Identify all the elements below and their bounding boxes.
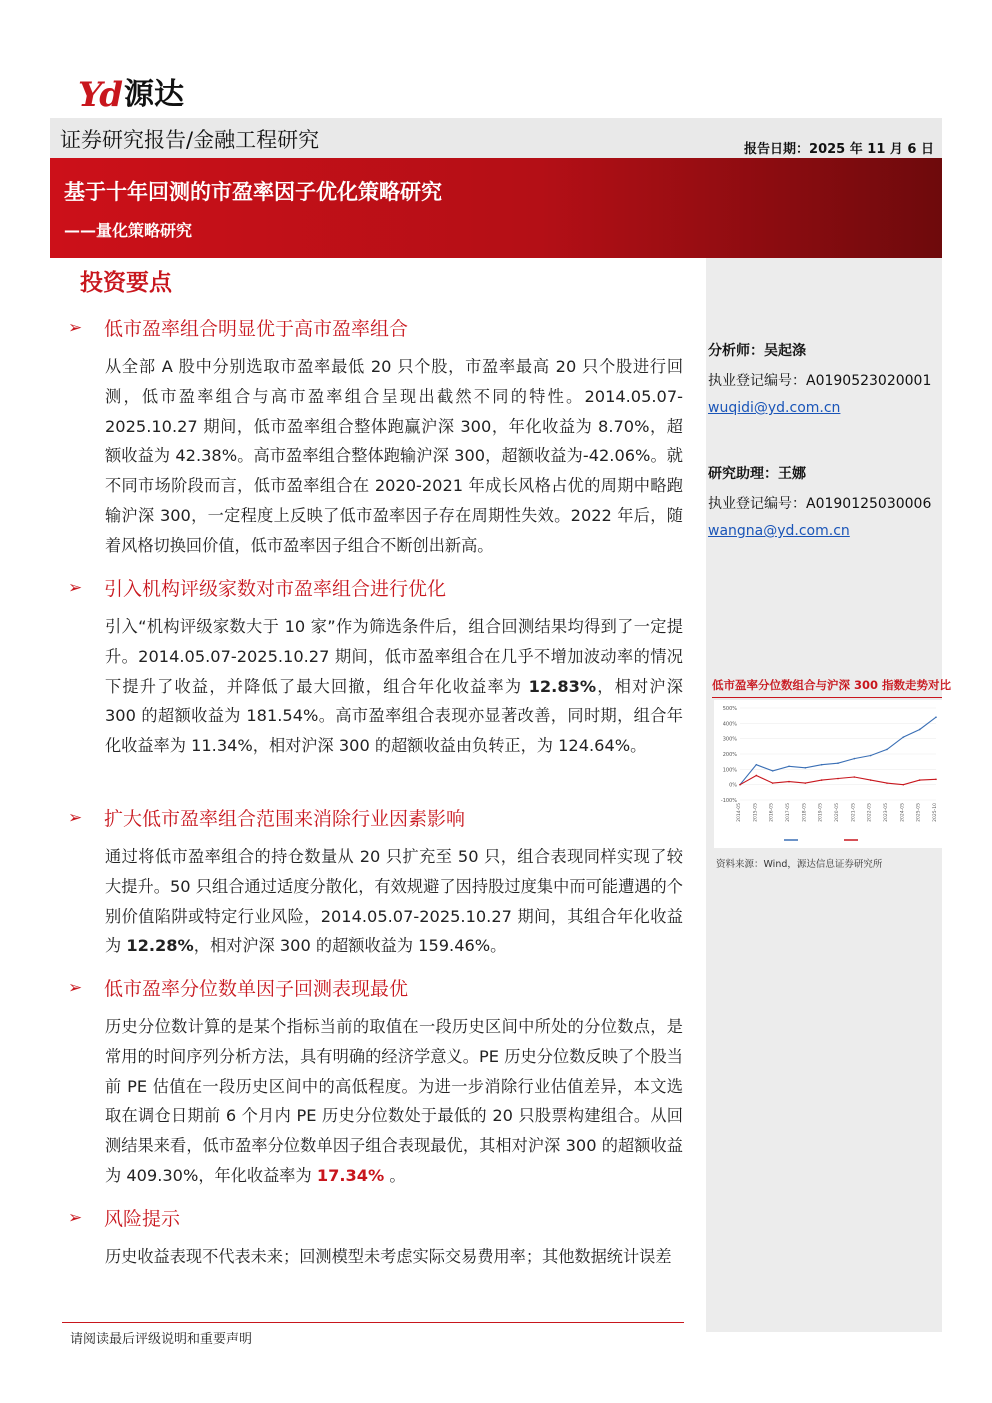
assistant-name: 研究助理：王娜 — [708, 466, 806, 482]
highlight-value: 12.83% — [528, 676, 597, 696]
data-point — [837, 762, 839, 764]
section-paragraph-5: 历史收益表现不代表未来；回测模型未考虑实际交易费用率；其他数据统计误差 — [105, 1247, 672, 1266]
paragraph-text: 历史分位数计算的是某个指标当前的取值在一段历史区间中所处的分位数点，是常用的时间序列分析方法，具有明确的经济学意义。PE 历史分位数反映了个股当前 PE 估值在一段历史区间中的高低程度。为进一步消除行业估值差异，本文选取在调仓日期前 6 个月内 PE 历史分位数处于最低的 20 只股票构建组合。从回测结果来看，低市盈率分位数单因子组合表现最优，其相对沪深 300 的超额收益为 409.30%，年化收益率为 — [105, 1017, 683, 1185]
data-point — [870, 755, 872, 757]
x-tick-label: 2022-05 — [867, 803, 873, 822]
x-tick-label: 2021-05 — [851, 803, 857, 822]
section-paragraph-1: 从全部 A 股中分别选取市盈率最低 20 只个股，市盈率最高 20 只个股进行回测，低市盈率组合与高市盈率组合呈现出截然不同的特性。2014.05.07-2025.10.27 期间，低市盈率组合整体跑赢沪深 300，年化收益为 8.70%，超额收益为 42.38%。高市盈率组合整体跑输沪深 300，超额收益为-42.06%。就不同市场阶段而言，低市盈率组合在 2020-2021 年成长风格占优的周期中略跑输沪深 300，一定程度上反映了低市盈率因子存在周期性失效。2022 年后，随着风格切换回价值，低市盈率因子组合不断创出新高。 — [105, 357, 683, 555]
data-point — [935, 716, 937, 718]
series-line — [740, 776, 936, 785]
brand-logo — [78, 76, 184, 114]
paragraph-text: ，相对沪深 300 的超额收益为 181.54%。高市盈率组合表现亦显著改善，同时期，组合年化收益率为 11.34%，相对沪深 300 的超额收益由负转正，为 124.64%。 — [105, 676, 683, 756]
data-point — [821, 764, 823, 766]
y-tick-label: 200% — [722, 752, 737, 758]
chart-svg — [714, 700, 942, 848]
data-point — [756, 775, 758, 777]
data-point — [919, 729, 921, 731]
analyst-name: 分析师：吴起涤 — [708, 343, 806, 359]
analyst-email-link[interactable]: wuqidi@yd.com.cn — [708, 400, 841, 416]
data-point — [756, 764, 758, 766]
x-tick-label: 2025-05 — [916, 803, 922, 822]
data-point — [805, 782, 807, 784]
report-subtitle: ——量化策略研究 — [64, 221, 193, 240]
y-tick-label: 100% — [722, 767, 737, 774]
x-tick-label: 2019-05 — [818, 803, 824, 822]
section-title-5: 风险提示 — [104, 1208, 181, 1230]
x-tick-label: 2024-05 — [900, 803, 906, 822]
section-title-2: 引入机构评级家数对市盈率组合进行优化 — [104, 578, 447, 600]
y-tick-label: -100% — [720, 798, 737, 804]
chart-title-rule — [712, 697, 942, 698]
report-title: 基于十年回测的市盈率因子优化策略研究 — [64, 180, 442, 204]
footer-rule — [62, 1322, 684, 1323]
y-tick-label: 0% — [729, 782, 737, 789]
data-point — [854, 776, 856, 778]
report-date: 报告日期：2025 年 11 月 6 日 — [744, 142, 934, 157]
paragraph-text: ，相对沪深 300 的超额收益为 159.46%。 — [193, 936, 507, 956]
paragraph-text: 。 — [384, 1165, 406, 1185]
data-point — [870, 779, 872, 781]
chart-source: 资料来源：Wind，源达信息证券研究所 — [716, 859, 883, 870]
data-point — [886, 782, 888, 784]
highlight-value: 12.28% — [126, 936, 194, 956]
x-tick-label: 2023-05 — [884, 803, 889, 822]
section-title-1: 低市盈率组合明显优于高市盈率组合 — [104, 318, 409, 340]
y-tick-label: 300% — [722, 736, 737, 743]
y-tick-label: 400% — [722, 721, 737, 728]
bullet-arrow-icon: ➢ — [68, 1208, 83, 1228]
data-point — [903, 784, 905, 786]
line-chart — [714, 700, 942, 848]
paragraph-text: 引入“机构评级家数大于 10 家”作为筛选条件后，组合回测结果均得到了一定提升。2014.05.07-2025.10.27 期间，低市盈率组合在几乎不增加波动率的情况下提升了收益，并降低了最大回撤，组合年化收益率为 — [105, 617, 683, 696]
analyst-reg-number: 执业登记编号：A0190523020001 — [708, 373, 932, 389]
bullet-arrow-icon: ➢ — [68, 808, 83, 828]
section-title-3: 扩大低市盈率组合范围来消除行业因素影响 — [104, 808, 466, 830]
bullet-arrow-icon: ➢ — [68, 578, 83, 598]
x-tick-label: 2025-10 — [933, 803, 938, 822]
assistant-email-link[interactable]: wangna@yd.com.cn — [708, 523, 850, 539]
bullet-arrow-icon: ➢ — [68, 318, 83, 338]
section-paragraph-3 — [105, 842, 683, 961]
chart-title: 低市盈率分位数组合与沪深 300 指数走势对比 — [712, 678, 952, 692]
x-tick-label: 2017-05 — [786, 803, 791, 822]
x-tick-label: 2018-05 — [802, 803, 808, 822]
x-tick-label: 2015-05 — [753, 803, 759, 822]
series-line — [740, 717, 936, 785]
data-point — [739, 784, 741, 786]
assistant-reg-number: 执业登记编号：A0190125030006 — [708, 496, 932, 512]
data-point — [886, 749, 888, 751]
data-point — [837, 778, 839, 780]
logo-mark: Yd — [78, 75, 121, 115]
data-point — [788, 765, 790, 767]
data-point — [903, 736, 905, 738]
footer-note: 请阅读最后评级说明和重要声明 — [70, 1332, 253, 1347]
x-tick-label: 2014-05 — [737, 803, 742, 822]
paragraph-text: 通过将低市盈率组合的持仓数量从 20 只扩充至 50 只，组合表现同样实现了较大提升。50 只组合通过适度分散化，有效规避了因持股过度集中而可能遭遇的个别价值陷阱或特定行业风险，2014.05.07-2025.10.27 期间，其组合年化收益为 — [105, 847, 683, 956]
section-paragraph-4 — [105, 1012, 683, 1191]
x-tick-label: 2020-05 — [835, 803, 840, 822]
data-point — [788, 781, 790, 783]
data-point — [935, 779, 937, 781]
bullet-arrow-icon: ➢ — [68, 978, 83, 998]
data-point — [821, 779, 823, 781]
data-point — [772, 770, 774, 772]
data-point — [919, 779, 921, 781]
section-title-4: 低市盈率分位数单因子回测表现最优 — [104, 978, 409, 1000]
title-banner — [50, 158, 942, 258]
x-tick-label: 2016-05 — [769, 803, 775, 822]
logo-text: 源达 — [124, 77, 185, 112]
data-point — [805, 767, 807, 769]
highlight-value: 17.34% — [316, 1165, 385, 1185]
data-point — [772, 782, 774, 784]
data-point — [854, 758, 856, 760]
section-heading: 投资要点 — [80, 270, 172, 296]
section-paragraph-2 — [105, 612, 683, 761]
report-type: 证券研究报告/金融工程研究 — [60, 128, 320, 152]
y-tick-label: 500% — [722, 706, 737, 712]
